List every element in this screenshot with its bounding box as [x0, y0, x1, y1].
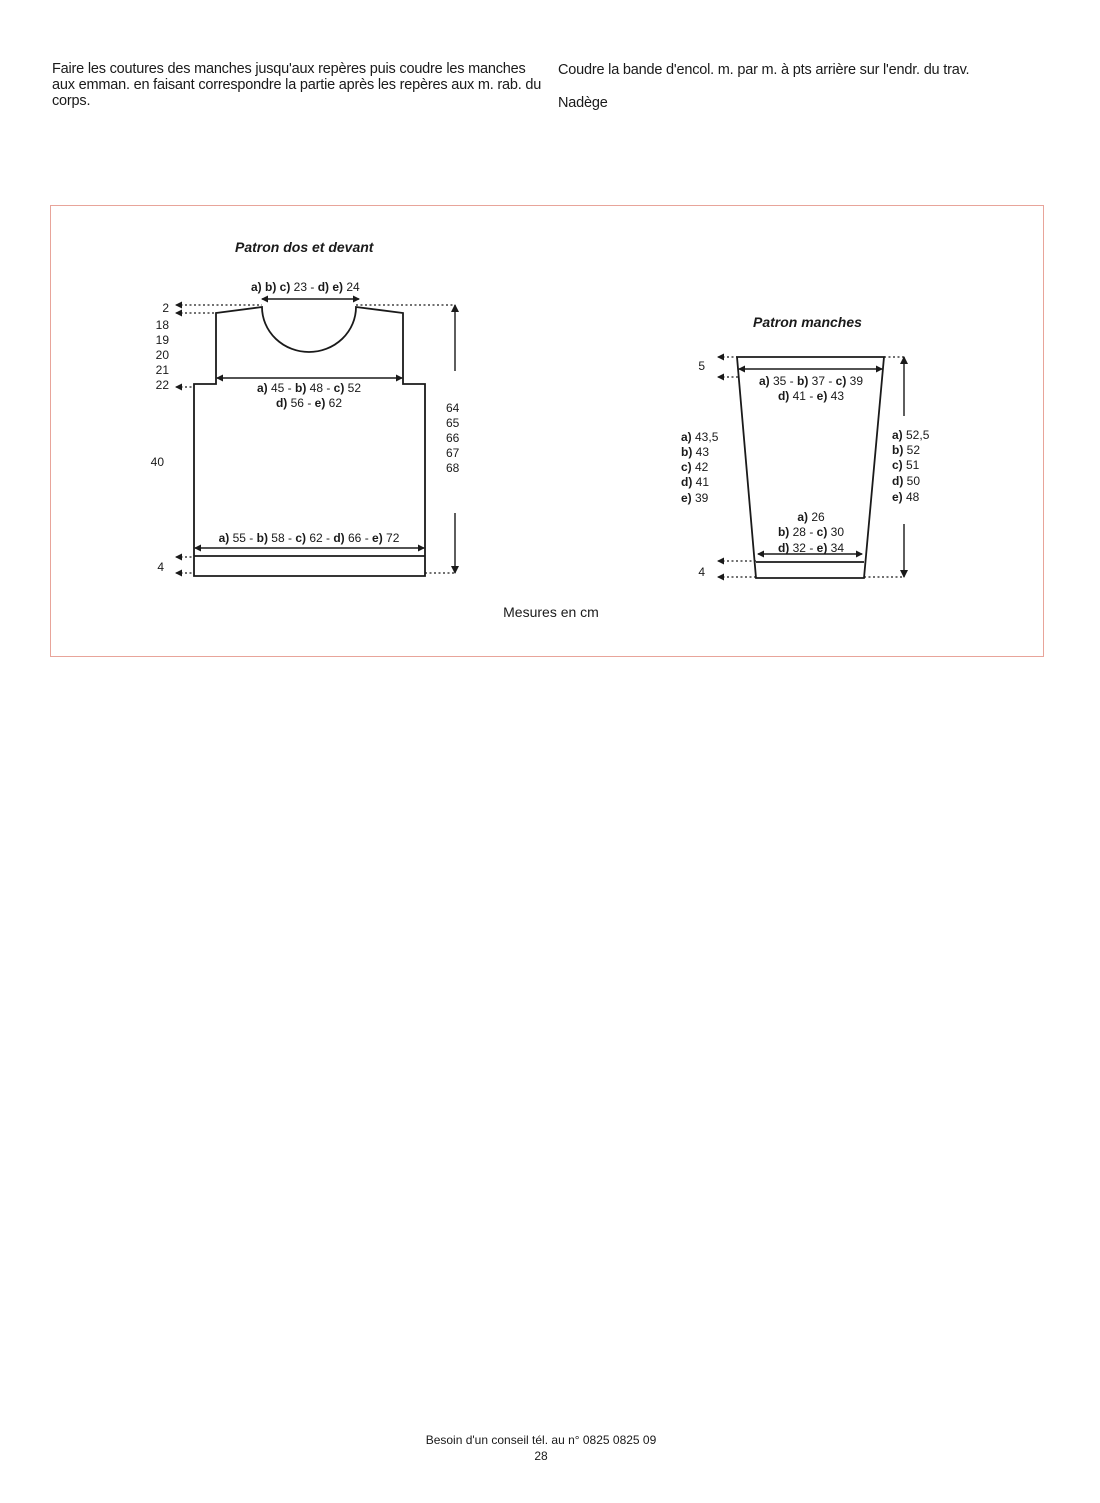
armhole-depth-a: 18: [155, 318, 169, 332]
neck-width-label: [251, 280, 360, 294]
body-pattern-title: Patron dos et devant: [235, 239, 374, 255]
size-key: a) b) c): [251, 280, 291, 294]
size-value: 55 -: [229, 531, 257, 545]
size-key: c): [681, 460, 692, 474]
size-key: a): [218, 531, 230, 545]
sleeve-side-length-a: [681, 430, 719, 444]
size-key: c): [816, 525, 828, 539]
total-length-d: 67: [446, 446, 460, 460]
sleeve-total-length-c: [892, 458, 920, 472]
size-value: 45 -: [267, 381, 295, 395]
chest-width-label-2: [276, 396, 342, 410]
designer-signature: Nadège: [558, 95, 608, 111]
size-key: e): [816, 389, 828, 403]
sleeve-top-width-label-1: [759, 374, 863, 388]
measurement-units-note: Mesures en cm: [503, 604, 599, 620]
size-value: 24: [343, 280, 360, 294]
hem-width-label: [219, 531, 400, 545]
size-value: 42: [691, 460, 709, 474]
size-value: 43: [692, 445, 710, 459]
size-value: 41: [692, 475, 710, 489]
armhole-depth-e: 22: [155, 378, 169, 392]
sleeve-side-length-d: [681, 475, 709, 489]
body-pattern: [151, 239, 460, 576]
size-key: d): [777, 541, 790, 555]
size-key: d): [777, 389, 790, 403]
size-value: 41 -: [789, 389, 817, 403]
top-band-label: 2: [162, 301, 169, 315]
total-length-a: 64: [446, 401, 460, 415]
sleeve-total-length-e: [892, 490, 920, 504]
sleeve-total-length-a: [892, 428, 930, 442]
size-value: 52,5: [902, 428, 930, 442]
size-key: b): [796, 374, 809, 388]
size-key: a): [797, 510, 808, 524]
sleeve-rib-height-label: 4: [698, 565, 705, 579]
armhole-depth-b: 19: [155, 333, 169, 347]
side-length-label: 40: [150, 455, 164, 469]
size-value: 43,5: [691, 430, 719, 444]
size-key: c): [333, 381, 345, 395]
page-number: 28: [534, 1449, 548, 1463]
size-value: 48: [902, 490, 920, 504]
size-value: 66 -: [344, 531, 373, 545]
size-key: c): [835, 374, 847, 388]
size-key: a): [681, 430, 692, 444]
size-key: b): [681, 445, 693, 459]
size-key: a): [758, 374, 770, 388]
size-key: b): [256, 531, 268, 545]
size-value: 51: [902, 458, 920, 472]
size-value: 43: [827, 389, 845, 403]
size-key: b): [892, 443, 904, 457]
size-value: 62: [325, 396, 343, 410]
size-key: e): [372, 531, 383, 545]
neckband-instructions: Coudre la bande d'encol. m. par m. à pts arrière sur l'endr. du trav.: [558, 62, 970, 78]
size-value: 72: [382, 531, 400, 545]
size-key: d) e): [317, 280, 344, 294]
size-value: 50: [903, 474, 921, 488]
sleeve-side-length-b: [681, 445, 709, 459]
armhole-depth-d: 21: [155, 363, 169, 377]
sleeve-top-width-label-2: [778, 389, 844, 403]
size-value: 39: [846, 374, 864, 388]
size-key: e): [816, 541, 828, 555]
total-length-e: 68: [446, 461, 460, 475]
cuff-width-label-3: [778, 541, 844, 555]
size-key: d): [333, 531, 345, 545]
size-key: c): [892, 458, 903, 472]
size-key: e): [681, 491, 692, 505]
size-value: 52: [344, 381, 362, 395]
pattern-schema-frame: [50, 205, 1044, 657]
size-key: a): [256, 381, 268, 395]
size-key: b): [777, 525, 790, 539]
sleeve-top-label: 5: [698, 359, 705, 373]
size-key: e): [314, 396, 326, 410]
rib-height-label: 4: [157, 560, 164, 574]
pattern-schema-drawing: [51, 206, 1045, 658]
size-value: 62 -: [305, 531, 334, 545]
cuff-width-label-1: [797, 510, 825, 524]
size-key: e): [892, 490, 903, 504]
size-value: 58 -: [267, 531, 296, 545]
size-value: 48 -: [306, 381, 334, 395]
help-line: Besoin d'un conseil tél. au n° 0825 0825 09: [425, 1433, 657, 1447]
total-length-b: 65: [446, 416, 460, 430]
sleeve-pattern-title: Patron manches: [753, 314, 862, 330]
size-value: 37 -: [808, 374, 836, 388]
size-value: 56 -: [287, 396, 315, 410]
sleeve-side-length-e: [681, 491, 709, 505]
size-value: 52: [903, 443, 921, 457]
armhole-depth-c: 20: [155, 348, 169, 362]
size-key: a): [892, 428, 903, 442]
size-value: 26: [807, 510, 825, 524]
size-key: d): [681, 475, 693, 489]
total-length-c: 66: [446, 431, 460, 445]
size-value: 28 -: [789, 525, 817, 539]
size-value: 23 -: [290, 280, 318, 294]
size-value: 34: [827, 541, 845, 555]
size-value: 32 -: [789, 541, 817, 555]
size-value: 39: [691, 491, 709, 505]
cuff-width-label-2: [778, 525, 844, 539]
assembly-instructions: Faire les coutures des manches jusqu'aux repères puis coudre les manches aux emman. en faisant correspondre la partie après les repères aux m. rab. du corps.: [52, 61, 542, 109]
size-key: d): [275, 396, 288, 410]
sleeve-pattern: [681, 314, 930, 579]
chest-width-label-1: [257, 381, 361, 395]
size-value: 35 -: [769, 374, 797, 388]
sleeve-total-length-d: [892, 474, 920, 488]
size-key: c): [295, 531, 306, 545]
size-key: b): [294, 381, 307, 395]
size-key: d): [892, 474, 904, 488]
size-value: 30: [827, 525, 845, 539]
sleeve-total-length-b: [892, 443, 920, 457]
sleeve-side-length-c: [681, 460, 709, 474]
